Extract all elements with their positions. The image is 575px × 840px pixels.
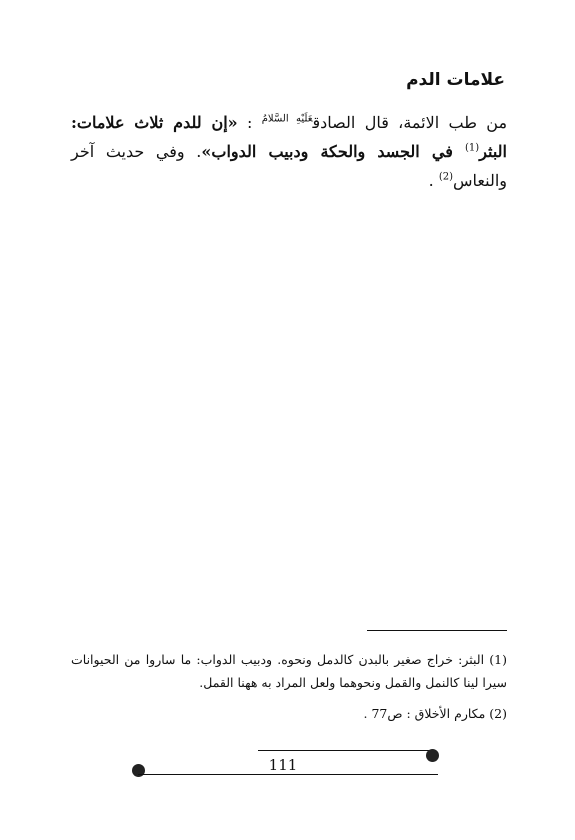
footnote-ref-1: (1) xyxy=(465,142,480,154)
footnote-2-text: مكارم الأخلاق : ص77 . xyxy=(363,706,486,721)
footer-rule-top xyxy=(258,750,430,751)
footnote-2 xyxy=(71,702,507,725)
body-colon: : xyxy=(237,113,262,132)
footer-dot-right xyxy=(426,749,439,762)
footer-rule-bottom xyxy=(138,774,438,775)
quote-part-2: في الجسد والحكة ودبيب الدواب» xyxy=(201,142,465,161)
footnote-2-number: (2) xyxy=(489,706,507,721)
footer-dot-left xyxy=(132,764,145,777)
footnotes xyxy=(71,648,507,733)
footnote-1-number: (1) xyxy=(489,652,507,667)
body-continuation: . وفي حديث آخر والنعاس xyxy=(71,142,507,190)
footnote-1 xyxy=(71,648,507,694)
body-paragraph xyxy=(71,108,507,195)
page-number: 111 xyxy=(268,756,298,774)
quote-part-1: «إن للدم ثلاث علامات: البثر xyxy=(71,113,507,161)
body-intro: من طب الائمة، قال الصادق xyxy=(312,113,508,132)
footnote-1-text: البثر: خراج صغير بالبدن كالدمل ونحوه. ودبيب الدواب: ما ساروا من الحيوانات سيرا لينا كالنمل والقمل ونحوهما ولعل المراد به ههنا القمل. xyxy=(71,652,507,690)
section-title: علامات الدم xyxy=(406,70,505,90)
page-footer xyxy=(130,748,440,784)
body-end: . xyxy=(428,171,439,190)
honorific: عَلَيْهِ السَّلامُ xyxy=(261,113,313,125)
footnote-ref-2: (2) xyxy=(438,171,453,183)
footnote-divider xyxy=(367,630,507,631)
